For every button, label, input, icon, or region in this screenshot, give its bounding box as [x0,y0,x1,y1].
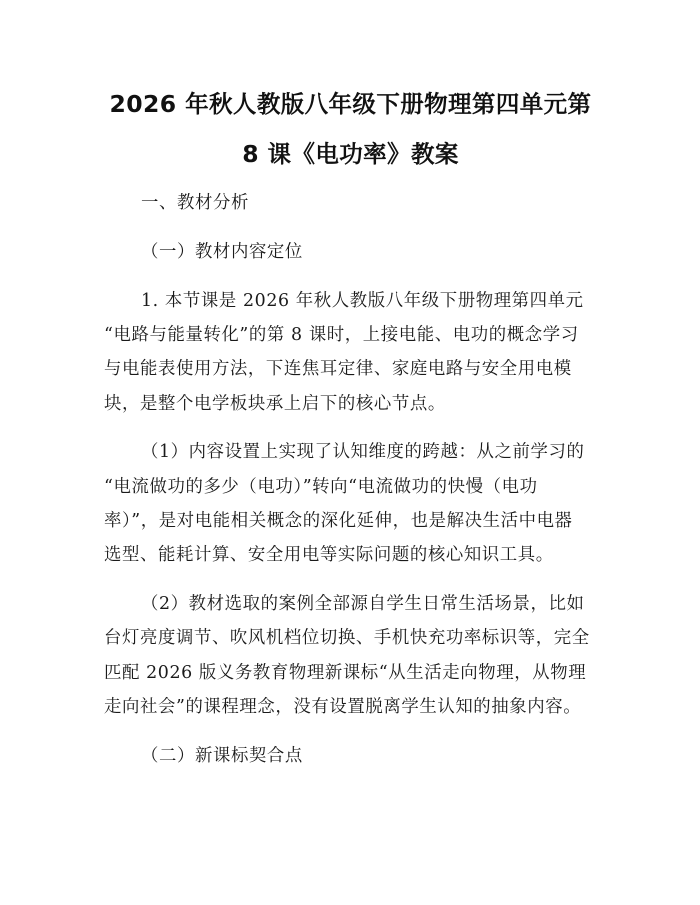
paragraph-1-line-4: 块，是整个电学板块承上启下的核心节点。 [104,394,446,414]
paragraph-3-line-4: 走向社会”的课程理念，没有设置脱离学生认知的抽象内容。 [104,697,582,717]
paragraph-3-line-3: 匹配 2026 版义务教育物理新课标“从生活走向物理，从物理 [104,663,587,683]
paragraph-1-line-2: “电路与能量转化”的第 8 课时，上接电能、电功的概念学习 [104,325,579,345]
paragraph-2-line-4: 选型、能耗计算、安全用电等实际问题的核心知识工具。 [104,545,554,565]
paragraph-2-line-2: “电流做功的多少（电功）”转向“电流做功的快慢（电功 [104,477,538,497]
section-heading-teaching-material-analysis: 一、教材分析 [141,193,249,213]
paragraph-3-line-1: （2）教材选取的案例全部源自学生日常生活场景，比如 [141,594,585,614]
document-title-line-1: 2026 年秋人教版八年级下册物理第四单元第 [109,90,592,118]
document-title-line-2: 8 课《电功率》教案 [242,140,459,168]
subsection-heading-curriculum-alignment: （二）新课标契合点 [141,746,303,766]
paragraph-2-line-3: 率）”，是对电能相关概念的深化延伸，也是解决生活中电器 [104,511,573,531]
paragraph-1-line-1: 1. 本节课是 2026 年秋人教版八年级下册物理第四单元 [141,291,584,311]
paragraph-2-line-1: （1）内容设置上实现了认知维度的跨越：从之前学习的 [141,442,585,462]
paragraph-1-line-3: 与电能表使用方法，下连焦耳定律、家庭电路与安全用电模 [104,359,572,379]
paragraph-3-line-2: 台灯亮度调节、吹风机档位切换、手机快充功率标识等，完全 [104,628,590,648]
subsection-heading-content-positioning: （一）教材内容定位 [141,242,303,262]
